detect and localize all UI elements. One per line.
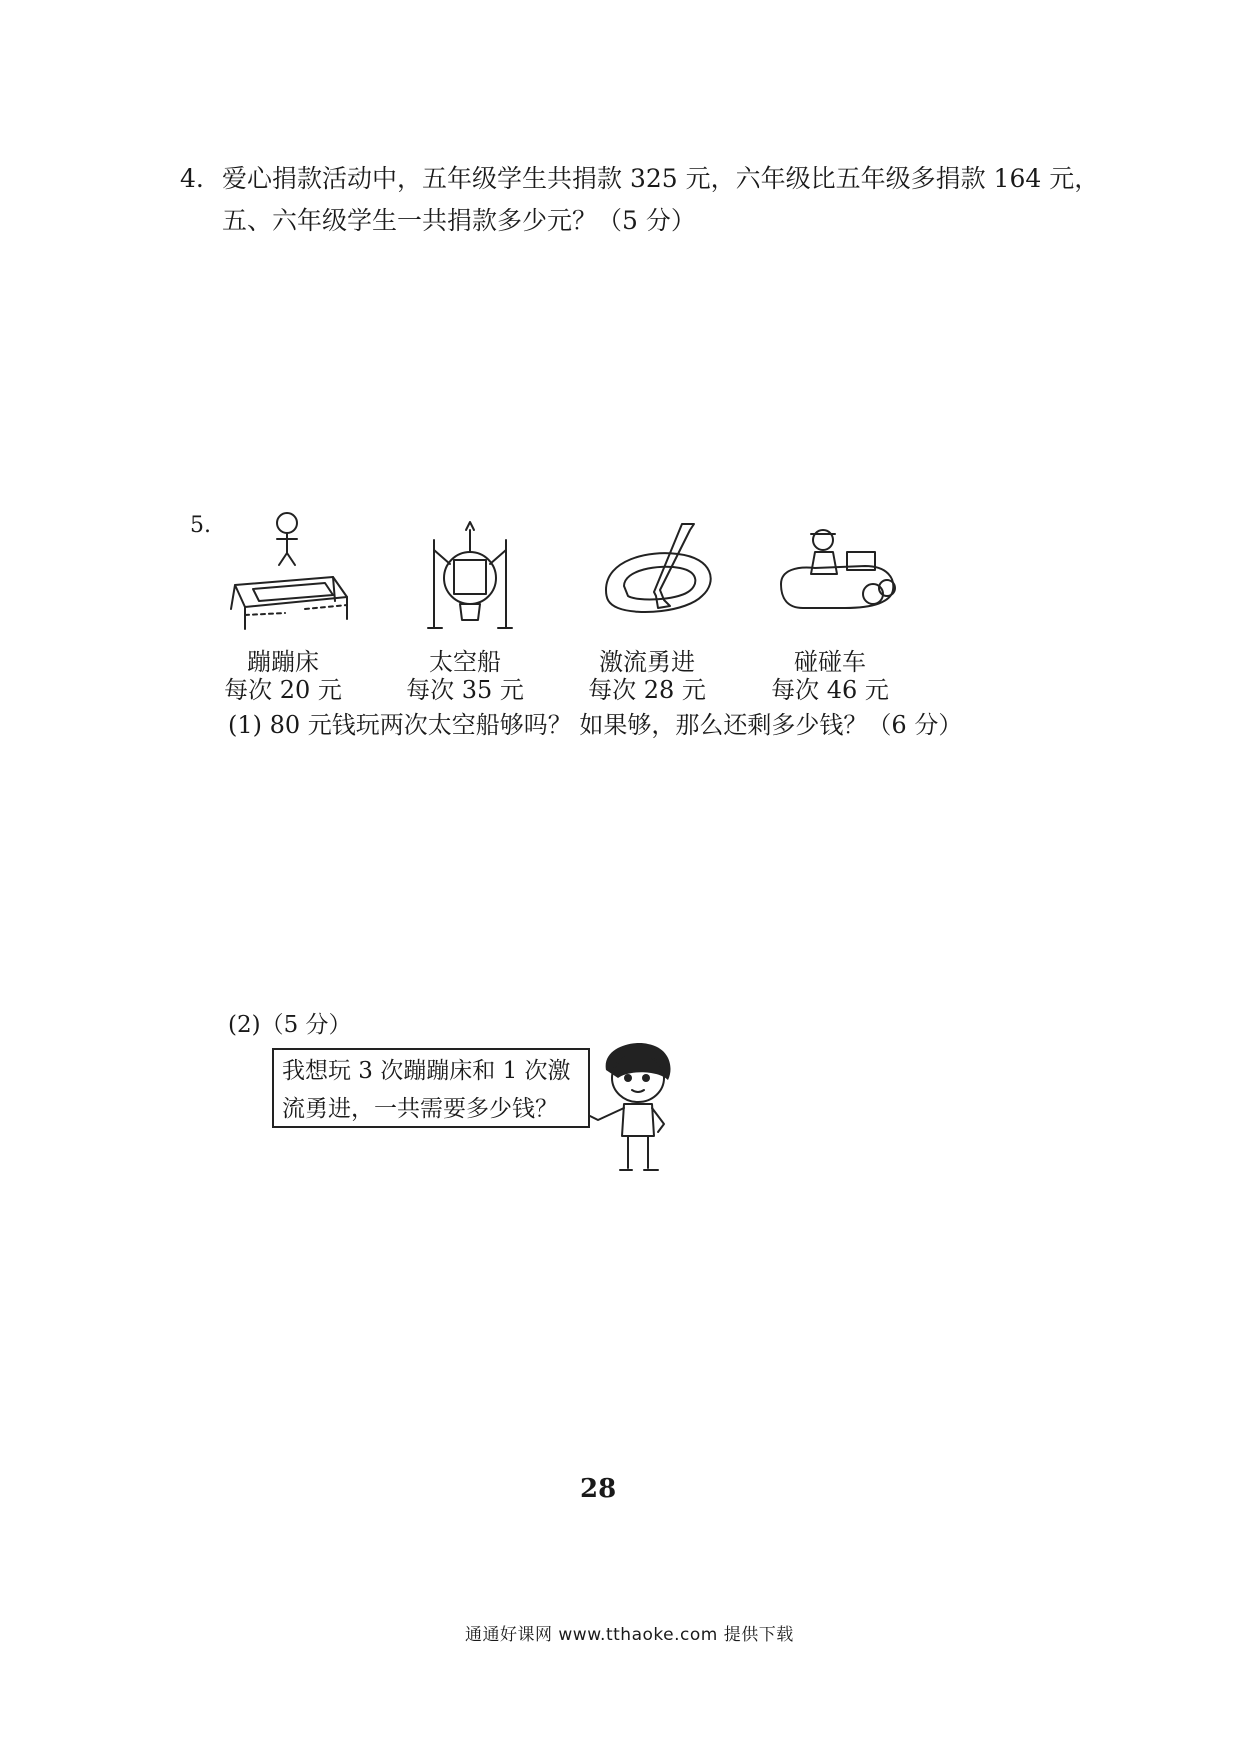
q5-part2-label: (2)（5 分） <box>228 1012 352 1038</box>
ride-price: 每次 28 元 <box>588 676 706 704</box>
ride-card-space-ship <box>380 648 550 704</box>
q5-part1: (1) 80 元钱玩两次太空船够吗？ 如果够，那么还剩多少钱？（6 分） <box>228 711 963 739</box>
speech-line-2: 流勇进，一共需要多少钱？ <box>282 1096 558 1122</box>
speech-line-1: 我想玩 3 次蹦蹦床和 1 次激 <box>282 1058 571 1084</box>
ride-name: 碰碰车 <box>794 648 866 676</box>
space-ship-ride-icon <box>420 520 520 640</box>
ride-card-raft <box>562 648 732 704</box>
q4-line1: 爱心捐款活动中，五年级学生共捐款 325 元，六年级比五年级多捐款 164 元， <box>222 164 1100 193</box>
boy-character-icon <box>588 1040 698 1180</box>
ride-card-trampoline <box>198 648 368 704</box>
speech-bubble <box>272 1048 590 1128</box>
q5-number: 5. <box>190 513 211 538</box>
ride-price: 每次 20 元 <box>224 676 342 704</box>
ride-name: 太空船 <box>429 648 501 676</box>
footer-credit: 通通好课网 www.tthaoke.com 提供下载 <box>465 1625 794 1645</box>
ride-name: 蹦蹦床 <box>247 648 319 676</box>
bumper-car-icon <box>775 522 900 622</box>
q4-number: 4. <box>180 164 204 193</box>
ride-price: 每次 46 元 <box>771 676 889 704</box>
q4-line2: 五、六年级学生一共捐款多少元？（5 分） <box>222 206 696 235</box>
page-number: 28 <box>580 1474 617 1504</box>
ride-name: 激流勇进 <box>599 648 695 676</box>
trampoline-icon <box>225 505 355 640</box>
ride-card-bumper-car <box>745 648 915 704</box>
ride-price: 每次 35 元 <box>406 676 524 704</box>
raft-boat-icon <box>598 520 723 630</box>
